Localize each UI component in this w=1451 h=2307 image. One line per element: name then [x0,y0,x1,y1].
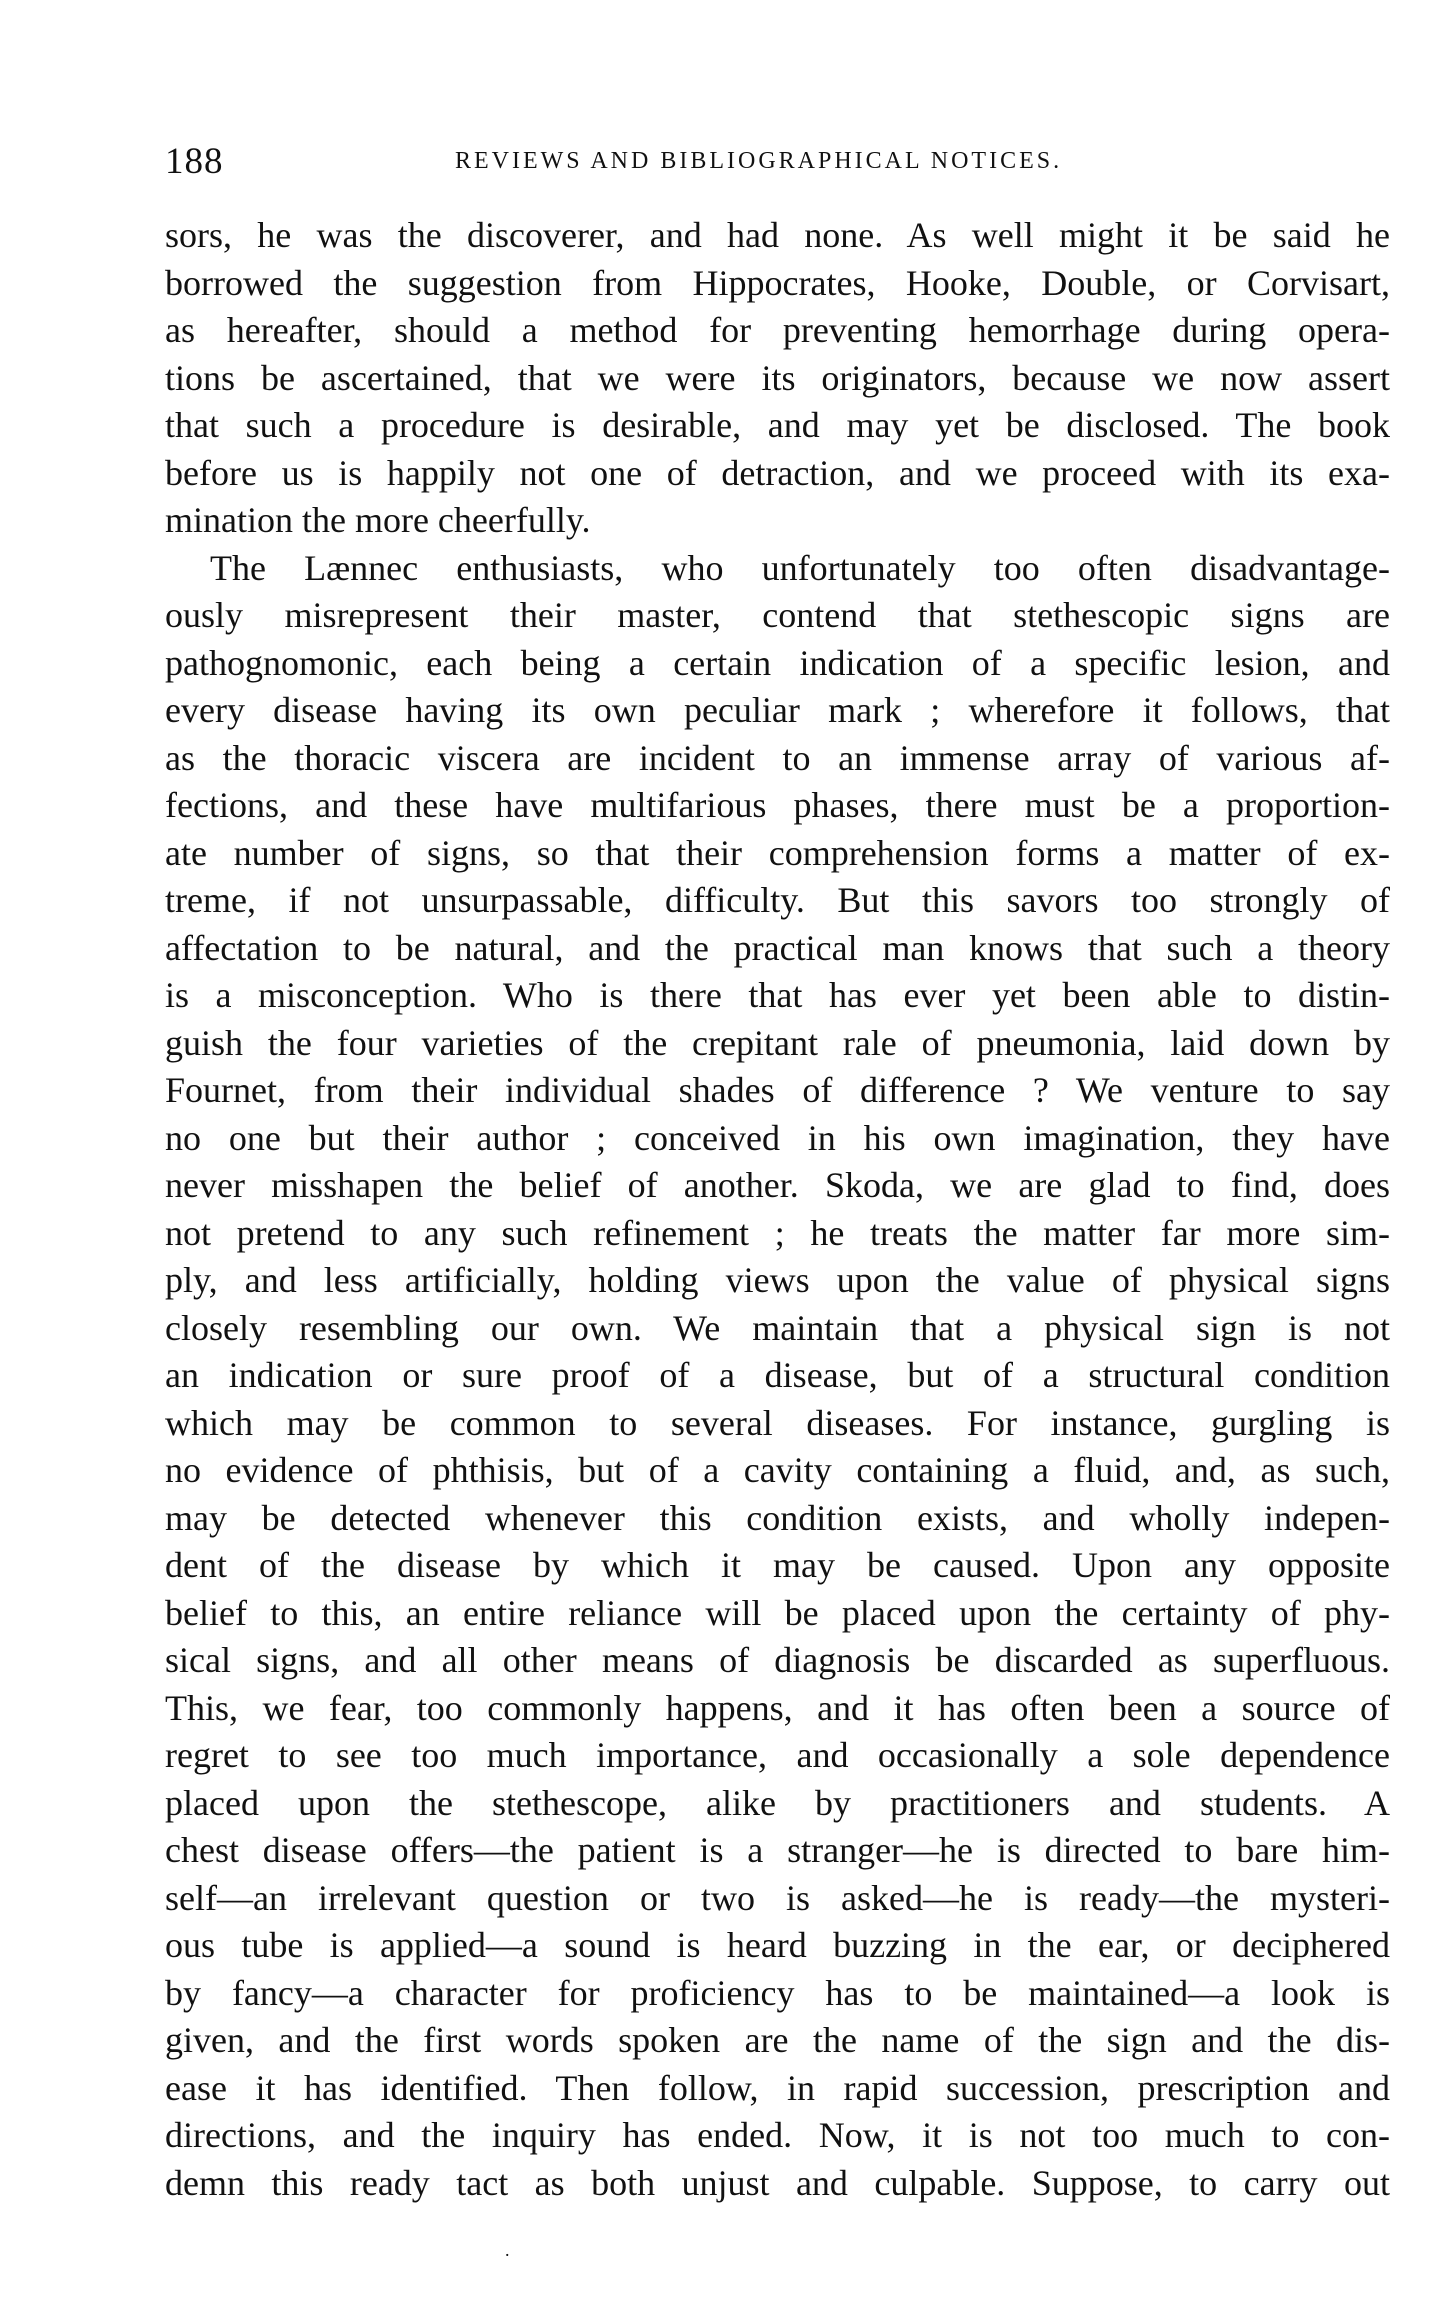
text-line: ate number of signs, so that their comprehension forms a matter of ex- [165,832,1390,873]
body-text [165,212,1390,2207]
text-line: no one but their author ; conceived in his own imagination, they have [165,1117,1390,1158]
text-line: dent of the disease by which it may be caused. Upon any opposite [165,1545,1390,1585]
text-line: ease it has identified. Then follow, in rapid succession, prescription and [165,2067,1390,2108]
text-line: as the thoracic viscera are incident to an immense array of various af- [165,737,1390,778]
running-head-title: REVIEWS AND BIBLIOGRAPHICAL NOTICES. [455,148,1063,174]
text-line: ply, and less artificially, holding views upon the value of physical signs [165,1260,1390,1300]
text-line: no evidence of phthisis, but of a cavity containing a fluid, and, as such, [165,1450,1390,1490]
text-line: pathognomonic, each being a certain indication of a specific lesion, and [165,642,1390,683]
text-line: This, we fear, too commonly happens, and it has often been a source of [165,1687,1390,1728]
text-line: closely resembling our own. We maintain that a physical sign is not [165,1307,1390,1348]
text-line: placed upon the stethescope, alike by practitioners and students. A [165,1782,1390,1823]
text-line: as hereafter, should a method for preventing hemorrhage during opera- [165,310,1390,350]
text-line: ous tube is applied—a sound is heard buzzing in the ear, or deciphered [165,1925,1390,1965]
text-line: regret to see too much importance, and occasionally a sole dependence [165,1735,1390,1775]
text-line: by fancy—a character for proficiency has to be maintained—a look is [165,1972,1390,2013]
text-line: that such a procedure is desirable, and may yet be disclosed. The book [165,405,1390,445]
text-line: directions, and the inquiry has ended. Now, it is not too much to con- [165,2115,1390,2155]
text-line: affectation to be natural, and the practical man knows that such a theory [165,927,1390,968]
text-line: every disease having its own peculiar mark ; wherefore it follows, that [165,690,1390,730]
text-line: not pretend to any such refinement ; he treats the matter far more sim- [165,1212,1390,1253]
text-line: which may be common to several diseases. For instance, gurgling is [165,1402,1390,1443]
text-line: sical signs, and all other means of diagnosis be discarded as superfluous. [165,1640,1390,1680]
text-line: borrowed the suggestion from Hippocrates, Hooke, Double, or Corvisart, [165,262,1390,303]
text-line: never misshapen the belief of another. Skoda, we are glad to find, does [165,1165,1390,1205]
text-line: is a misconception. Who is there that has ever yet been able to distin- [165,975,1390,1015]
text-line: Fournet, from their individual shades of difference ? We venture to say [165,1070,1390,1110]
text-line: chest disease offers—the patient is a stranger—he is directed to bare him- [165,1830,1390,1870]
text-line: an indication or sure proof of a disease, but of a structural condition [165,1355,1390,1395]
paragraph-start-line: The Lænnec enthusiasts, who unfortunately too often disadvantage- [210,547,1390,588]
text-line: guish the four varieties of the crepitant rale of pneumonia, laid down by [165,1022,1390,1063]
text-line: mination the more cheerfully. [165,500,591,540]
text-line: fections, and these have multifarious phases, there must be a proportion- [165,785,1390,825]
text-line: belief to this, an entire reliance will be placed upon the certainty of phy- [165,1592,1390,1633]
footer-mark: . [505,2240,510,2260]
page-number: 188 [165,141,224,182]
text-line: sors, he was the discoverer, and had none. As well might it be said he [165,215,1390,255]
text-line: may be detected whenever this condition exists, and wholly indepen- [165,1497,1390,1538]
text-line: demn this ready tact as both unjust and culpable. Suppose, to carry out [165,2162,1390,2203]
text-line: tions be ascertained, that we were its originators, because we now assert [165,357,1390,398]
text-line: given, and the first words spoken are the name of the sign and the dis- [165,2020,1390,2060]
running-head [165,140,1390,180]
text-line: treme, if not unsurpassable, difficulty. But this savors too strongly of [165,880,1390,920]
text-line: ously misrepresent their master, contend that stethescopic signs are [165,595,1390,635]
text-line: self—an irrelevant question or two is asked—he is ready—the mysteri- [165,1877,1390,1918]
text-line: before us is happily not one of detraction, and we proceed with its exa- [165,452,1390,493]
